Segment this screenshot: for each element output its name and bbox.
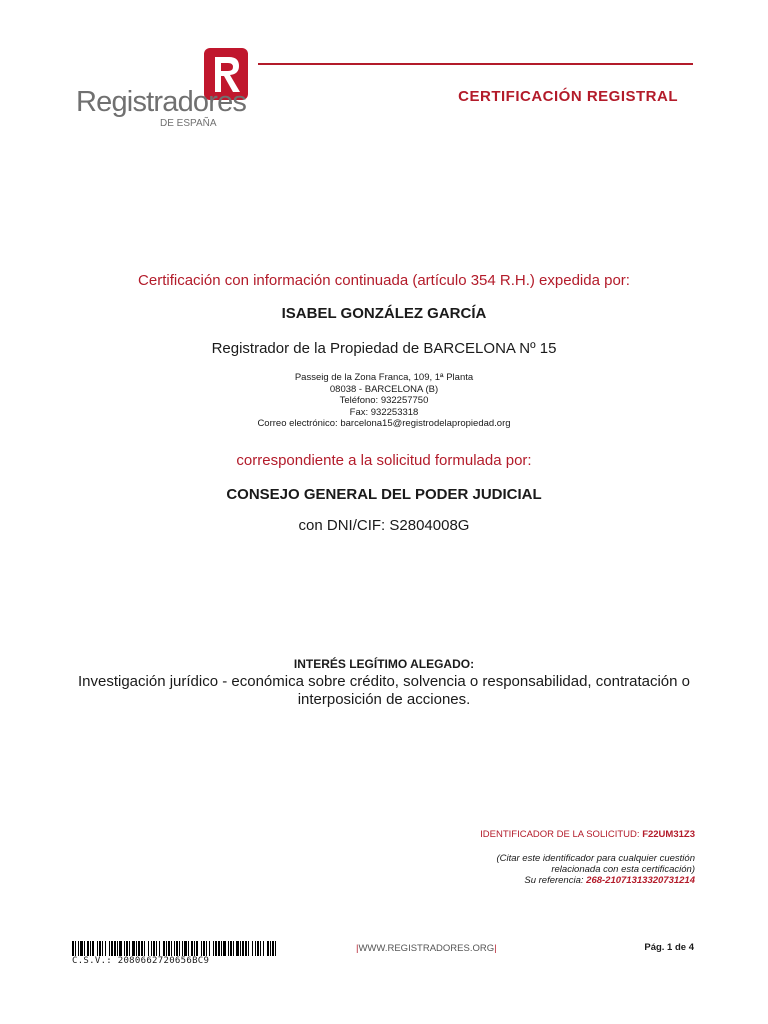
identifier-note-line2: relacionada con esta certificación): [551, 864, 695, 875]
registrar-address: [0, 372, 768, 430]
request-identifier-label: IDENTIFICADOR DE LA SOLICITUD:: [480, 829, 643, 840]
certificate-intro: Certificación con información continuada (artículo 354 R.H.) expedida por:: [138, 272, 630, 289]
requester-name: CONSEJO GENERAL DEL PODER JUDICIAL: [226, 486, 542, 503]
footer-website-text: WWW.REGISTRADORES.ORG: [358, 943, 495, 954]
requester-id: con DNI/CIF: S2804008G: [298, 517, 470, 534]
registradores-logo: [76, 48, 256, 130]
reference-value: 268-21071313320731214: [586, 875, 695, 886]
footer-website: |WWW.REGISTRADORES.ORG|: [356, 943, 497, 954]
address-city: 08038 - BARCELONA (B): [329, 383, 439, 395]
address-fax: Fax: 932253318: [349, 406, 419, 418]
interest-title: INTERÉS LEGÍTIMO ALEGADO:: [293, 657, 475, 671]
request-identifier-value: F22UM31Z3: [642, 829, 695, 840]
address-street: Passeig de la Zona Franca, 109, 1ª Planta: [294, 372, 474, 383]
page-number: Pág. 1 de 4: [644, 942, 694, 953]
reference-label: Su referencia:: [524, 875, 587, 886]
request-identifier: [480, 829, 695, 840]
request-intro: correspondiente a la solicitud formulada por:: [236, 452, 532, 469]
identifier-note-line1: (Citar este identificador para cualquier cuestión: [496, 853, 695, 864]
interest-text: Investigación jurídico - económica sobre crédito, solvencia o responsabilidad, contratación o interposición de acciones.: [77, 673, 690, 708]
logo-subtitle: DE ESPAÑA: [160, 118, 217, 129]
document-title: CERTIFICACIÓN REGISTRAL: [458, 88, 678, 105]
registrar-office: Registrador de la Propiedad de BARCELONA Nº 15: [211, 340, 557, 357]
reference-line: [496, 875, 695, 886]
header-rule: [258, 63, 693, 65]
barcode-icon: [72, 941, 278, 956]
csv-code: C.S.V.: 2080662720656BC9: [72, 956, 210, 966]
identifier-note: [496, 853, 695, 886]
registrar-name: ISABEL GONZÁLEZ GARCÍA: [281, 305, 487, 322]
address-phone: Teléfono: 932257750: [339, 395, 429, 406]
address-email: Correo electrónico: barcelona15@registrodelapropiedad.org: [257, 418, 511, 429]
logo-wordmark: Registradores: [76, 86, 247, 118]
